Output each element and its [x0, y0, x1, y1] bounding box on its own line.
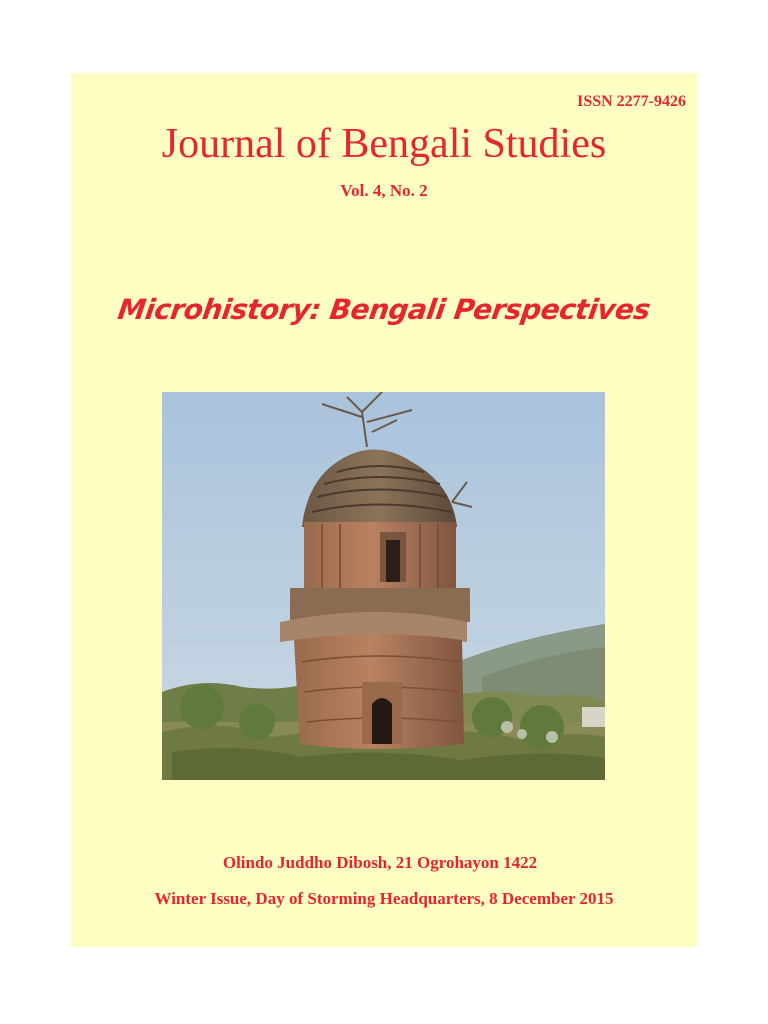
journal-cover — [71, 73, 697, 947]
volume-number: Vol. 4, No. 2 — [340, 181, 428, 200]
issue-theme: Microhistory: Bengali Perspectives — [115, 293, 653, 326]
temple-photo — [162, 392, 605, 780]
issue-date: Winter Issue, Day of Storming Headquarters, 8 December 2015 — [154, 889, 614, 908]
journal-title: Journal of Bengali Studies — [161, 121, 607, 167]
issn-number: ISSN 2277-9426 — [577, 93, 686, 110]
bengali-date: Olindo Juddho Dibosh, 21 Ogrohayon 1422 — [222, 853, 538, 872]
